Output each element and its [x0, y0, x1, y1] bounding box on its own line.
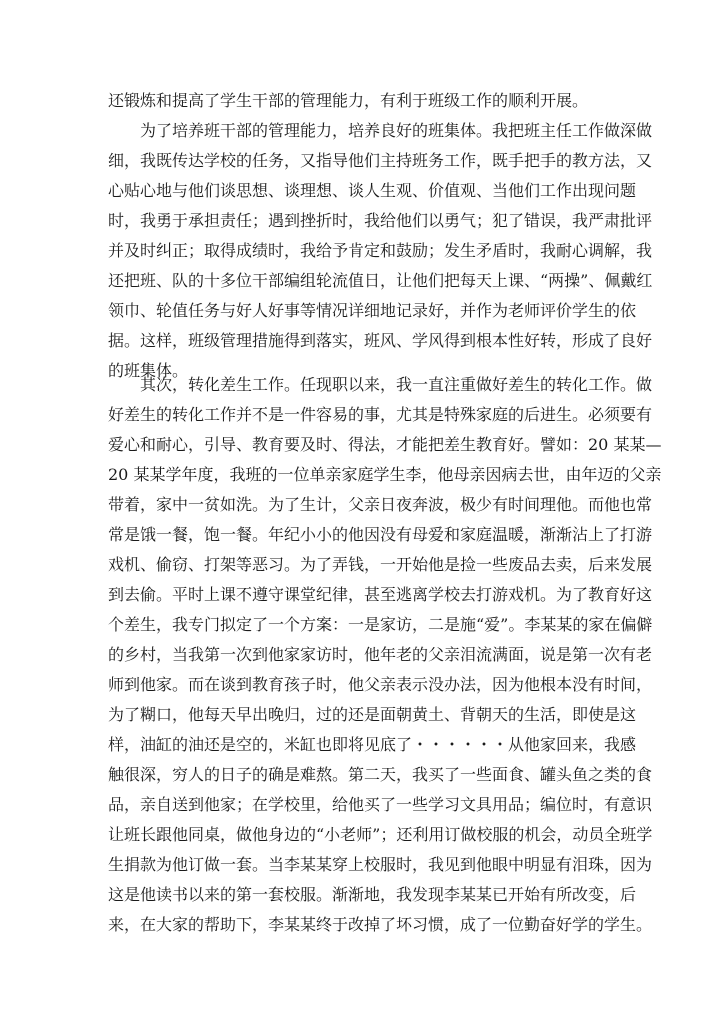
- text-line: 样，油缸的油还是空的，米缸也即将见底了・・・・・・从他家回来，我感: [108, 735, 637, 754]
- text-line: 戏机、偷窃、打架等恶习。为了弄钱，一开始他是捡一些废品去卖，后来发展: [108, 555, 653, 574]
- text-line: 20 某某学年度，我班的一位单亲家庭学生李，他母亲因病去世，由年迈的父亲: [108, 465, 662, 484]
- text-line: 时，我勇于承担责任；遇到挫折时，我给他们以勇气；犯了错误，我严肃批评: [108, 211, 653, 230]
- text-line: 到去偷。平时上课不遵守课堂纪律，甚至逃离学校去打游戏机。为了教育好这: [108, 585, 653, 604]
- text-line: 心贴心地与他们谈思想、谈理想、谈人生观、价值观、当他们工作出现问题: [108, 181, 637, 200]
- text-line: 让班长跟他同桌，做他身边的“小老师”；还利用订做校服的机会，动员全班学: [108, 825, 653, 844]
- text-line: 师到他家。而在谈到教育孩子时，他父亲表示没办法，因为他根本没有时间，: [108, 675, 653, 694]
- text-line: 触很深，穷人的日子的确是难熬。第二天，我买了一些面食、罐头鱼之类的食: [108, 765, 653, 784]
- text-line: 个差生，我专门拟定了一个方案：一是家访，二是施“爱”。李某某的家在偏僻: [108, 615, 653, 634]
- text-line: 据。这样，班级管理措施得到落实，班风、学风得到根本性好转，形成了良好: [108, 331, 653, 350]
- text-line: 并及时纠正；取得成绩时，我给予肯定和鼓励；发生矛盾时，我耐心调解，我: [108, 241, 653, 260]
- text-line: 好差生的转化工作并不是一件容易的事，尤其是特殊家庭的后进生。必须要有: [108, 405, 653, 424]
- text-line: 爱心和耐心，引导、教育要及时、得法，才能把差生教育好。譬如：20 某某—: [108, 435, 662, 454]
- paragraph-student-transformation: [108, 370, 662, 940]
- text-line: 来，在大家的帮助下，李某某终于改掉了坏习惯，成了一位勤奋好学的学生。: [108, 915, 653, 934]
- text-line: 生捐款为他订做一套。当李某某穿上校服时，我见到他眼中明显有泪珠，因为: [108, 855, 653, 874]
- paragraph-continuation: [108, 86, 608, 116]
- text-line: 为了糊口，他每天早出晚归，过的还是面朝黄土、背朝天的生活，即使是这: [108, 705, 637, 724]
- text-line: 的乡村，当我第一次到他家家访时，他年老的父亲泪流满面，说是第一次有老: [108, 645, 653, 664]
- text-line: 其次，转化差生工作。任现职以来，我一直注重做好差生的转化工作。做: [140, 375, 653, 394]
- text-line: 还把班、队的十多位干部编组轮流值日，让他们把每天上课、“两操”、佩戴红: [108, 271, 653, 290]
- text-line: 品，亲自送到他家；在学校里，给他买了一些学习文具用品；编位时，有意识: [108, 795, 653, 814]
- text-line: 常是饿一餐，饱一餐。年纪小小的他因没有母爱和家庭温暖，渐渐沾上了打游: [108, 525, 653, 544]
- paragraph-class-cadres: [108, 116, 653, 386]
- text-line: 领巾、轮值任务与好人好事等情况详细地记录好，并作为老师评价学生的依: [108, 301, 637, 320]
- text-line: 带着，家中一贫如洗。为了生计，父亲日夜奔波，极少有时间理他。而他也常: [108, 495, 653, 514]
- text-line: 细，我既传达学校的任务，又指导他们主持班务工作，既手把手的教方法，又: [108, 151, 653, 170]
- text-line: 这是他读书以来的第一套校服。渐渐地，我发现李某某已开始有所改变，后: [108, 885, 637, 904]
- text-line: 为了培养班干部的管理能力，培养良好的班集体。我把班主任工作做深做: [140, 121, 653, 140]
- text-line: 的班集体。: [108, 361, 189, 380]
- text-line: 还锻炼和提高了学生干部的管理能力，有利于班级工作的顺利开展。: [108, 91, 589, 110]
